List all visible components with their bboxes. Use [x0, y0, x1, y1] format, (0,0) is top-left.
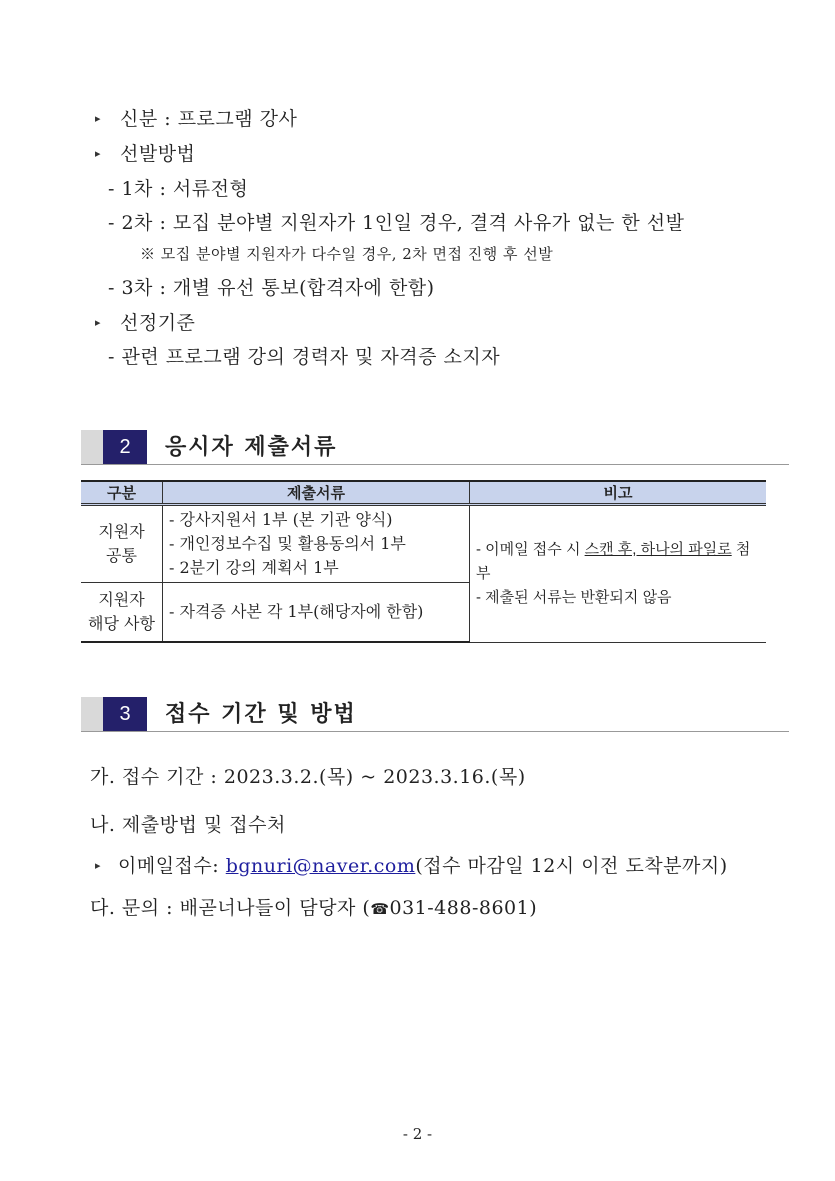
heading-rule: [81, 731, 789, 732]
criteria-label: 선정기준: [120, 312, 196, 334]
telephone-icon: ☎: [370, 900, 390, 918]
section-number: 2: [103, 430, 147, 464]
table-row: [81, 505, 766, 583]
section-2-heading: [81, 430, 789, 466]
col-header-note: 비고: [470, 481, 767, 505]
section-title: 응시자 제출서류: [165, 434, 338, 460]
criteria-item: - 관련 프로그램 강의 경력자 및 자격증 소지자: [108, 346, 501, 368]
step2-line: - 2차 : 모집 분야별 지원자가 1인일 경우, 결격 사유가 없는 한 선발: [108, 212, 685, 234]
email-prefix: 이메일접수:: [118, 855, 226, 877]
email-line: [118, 851, 728, 878]
note-line: - 제출된 서류는 반환되지 않음: [476, 588, 672, 606]
document-item: - 강사지원서 1부 (본 기관 양식): [169, 510, 393, 529]
heading-accent: [81, 430, 103, 464]
inquiry-prefix: 다. 문의 : 배곧너나들이 담당자 (: [90, 897, 371, 919]
documents-table: [81, 480, 766, 643]
step1-line: - 1차 : 서류전형: [108, 178, 249, 200]
note-emphasis: 스캔 후, 하나의 파일로: [584, 540, 732, 558]
page-number: - 2 -: [402, 1125, 433, 1143]
note-text: - 이메일 접수 시: [476, 540, 585, 558]
section-3-heading: [81, 697, 789, 733]
col-header-documents: 제출서류: [163, 481, 470, 505]
category-text: 해당 사항: [88, 614, 155, 633]
method-label: 선발방법: [120, 143, 196, 165]
email-link[interactable]: bgnuri@naver.com: [225, 855, 416, 877]
bullet-icon: ▸: [95, 147, 101, 160]
bullet-icon: ▸: [95, 859, 101, 872]
heading-rule: [81, 464, 789, 465]
documents-cell: [163, 505, 470, 583]
step3-line: - 3차 : 개별 유선 통보(합격자에 한함): [108, 277, 435, 299]
inquiry-line: [90, 893, 537, 920]
bullet-icon: ▸: [95, 112, 101, 125]
note-cell: [470, 505, 767, 643]
note-text: 첨부: [476, 540, 751, 582]
documents-cell: [163, 583, 470, 643]
status-line: 신분 : 프로그램 강사: [120, 108, 298, 130]
document-item: - 2분기 강의 계획서 1부: [169, 558, 339, 577]
category-cell: [81, 583, 163, 643]
step2-note: ※ 모집 분야별 지원자가 다수일 경우, 2차 면접 진행 후 선발: [140, 245, 554, 263]
category-text: 지원자: [98, 590, 145, 609]
heading-accent: [81, 697, 103, 731]
section-number: 3: [103, 697, 147, 731]
note-line: [476, 538, 760, 586]
receipt-period: 가. 접수 기간 : 2023.3.2.(목) ~ 2023.3.16.(목): [90, 766, 526, 788]
document-item: - 개인정보수집 및 활용동의서 1부: [169, 534, 406, 553]
email-suffix: (접수 마감일 12시 이전 도착분까지): [415, 855, 728, 877]
bullet-icon: ▸: [95, 316, 101, 329]
section-title: 접수 기간 및 방법: [165, 701, 357, 727]
table-header-row: [81, 481, 766, 505]
category-cell: [81, 505, 163, 583]
col-header-category: 구분: [81, 481, 163, 505]
document-item: - 자격증 사본 각 1부(해당자에 한함): [169, 602, 424, 621]
receipt-method: 나. 제출방법 및 접수처: [90, 814, 286, 836]
category-text: 지원자: [98, 522, 145, 541]
category-text: 공통: [106, 546, 137, 565]
phone-number: 031-488-8601): [389, 897, 538, 919]
